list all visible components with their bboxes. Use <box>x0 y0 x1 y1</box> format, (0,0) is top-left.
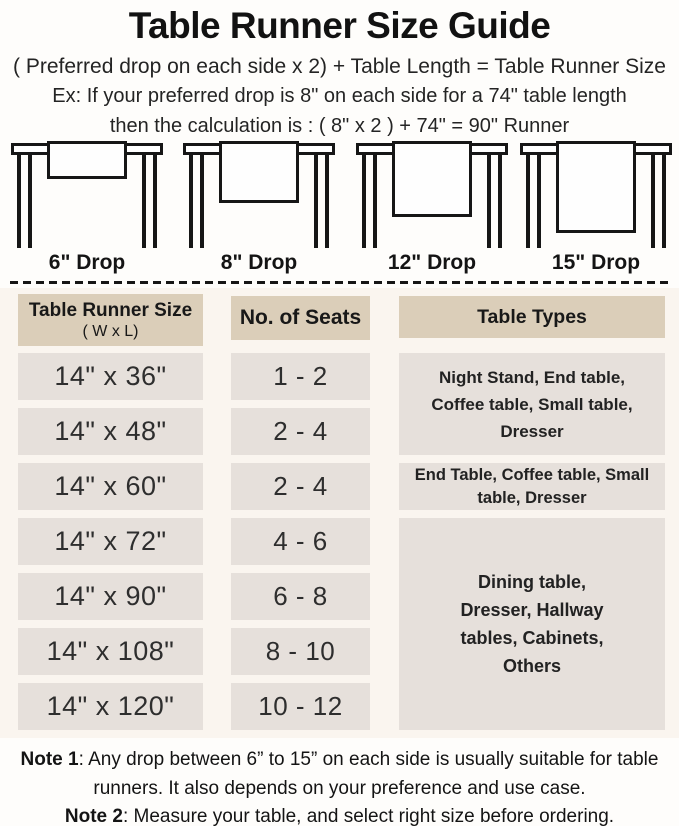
table-leg-icon <box>651 154 666 248</box>
table-types-cell-medium: End Table, Coffee table, Small table, Dresser <box>399 463 665 510</box>
table-leg-icon <box>487 154 502 248</box>
drop-illustrations <box>0 141 679 248</box>
column-table-types <box>399 292 665 732</box>
table-row-seats: 10 - 12 <box>231 683 370 730</box>
column-header-title: Table Runner Size <box>28 299 193 321</box>
drop-label-15: 15" Drop <box>551 251 641 274</box>
runner-shape-icon <box>556 141 636 233</box>
note-2-text: : Measure your table, and select right size before ordering. <box>122 806 615 826</box>
column-header-seats <box>231 296 370 340</box>
table-leg-icon <box>314 154 329 248</box>
header-block <box>0 0 679 141</box>
column-header-table-types <box>399 296 665 338</box>
table-row-size: 14" x 36" <box>18 353 203 400</box>
column-header-runner-size <box>18 294 203 346</box>
table-row-seats: 2 - 4 <box>231 463 370 510</box>
table-runner-illustration-6in <box>11 141 163 248</box>
table-runner-illustration-15in <box>520 141 672 248</box>
column-header-subtitle: ( W x L) <box>82 322 139 340</box>
table-runner-illustration-12in <box>356 141 508 248</box>
table-row-size: 14" x 120" <box>18 683 203 730</box>
table-types-cells <box>399 353 665 738</box>
formula-line: ( Preferred drop on each side x 2) + Table Length = Table Runner Size <box>13 55 666 78</box>
table-row-size: 14" x 72" <box>18 518 203 565</box>
note-2-label: Note 2 <box>64 806 123 826</box>
table-leg-icon <box>526 154 541 248</box>
column-runner-size <box>18 292 203 732</box>
drop-labels-row <box>0 251 679 279</box>
table-leg-icon <box>17 154 32 248</box>
table-row-seats: 1 - 2 <box>231 353 370 400</box>
runner-shape-icon <box>219 141 299 203</box>
drop-label-8: 8" Drop <box>220 251 298 274</box>
table-leg-icon <box>189 154 204 248</box>
dashed-divider <box>10 281 669 284</box>
runner-shape-icon <box>47 141 127 179</box>
note-2 <box>3 803 677 826</box>
drop-label-12: 12" Drop <box>387 251 477 274</box>
table-row-seats: 4 - 6 <box>231 518 370 565</box>
note-1-text: : Any drop between 6” to 15” on each side is usually suitable for table runners. It also depends on your preference and use case. <box>78 749 659 799</box>
table-row-seats: 2 - 4 <box>231 408 370 455</box>
note-1 <box>3 746 677 803</box>
table-leg-icon <box>142 154 157 248</box>
table-runner-illustration-8in <box>183 141 335 248</box>
example-line-2: then the calculation is : ( 8" x 2 ) + 74" = 90" Runner <box>109 115 570 137</box>
table-types-cell-small: Night Stand, End table, Coffee table, Small table, Dresser <box>399 353 665 455</box>
table-row-seats: 6 - 8 <box>231 573 370 620</box>
table-leg-icon <box>362 154 377 248</box>
table-row-size: 14" x 48" <box>18 408 203 455</box>
table-row-size: 14" x 90" <box>18 573 203 620</box>
column-seats <box>231 292 370 732</box>
table-row-size: 14" x 60" <box>18 463 203 510</box>
footer-notes <box>0 746 679 826</box>
runner-size-cells <box>18 353 203 738</box>
note-1-label: Note 1 <box>20 749 79 770</box>
table-row-seats: 8 - 10 <box>231 628 370 675</box>
example-line-1: Ex: If your preferred drop is 8" on each side for a 74" table length <box>52 85 627 107</box>
drop-label-6: 6" Drop <box>48 251 126 274</box>
page-title: Table Runner Size Guide <box>128 5 551 46</box>
runner-shape-icon <box>392 141 472 217</box>
seats-cells <box>231 353 370 738</box>
size-table <box>0 292 679 738</box>
table-row-size: 14" x 108" <box>18 628 203 675</box>
column-header-title: Table Types <box>477 305 587 328</box>
column-header-title: No. of Seats <box>239 306 362 329</box>
table-types-cell-large: Dining table, Dresser, Hallway tables, Cabinets, Others <box>399 518 665 730</box>
